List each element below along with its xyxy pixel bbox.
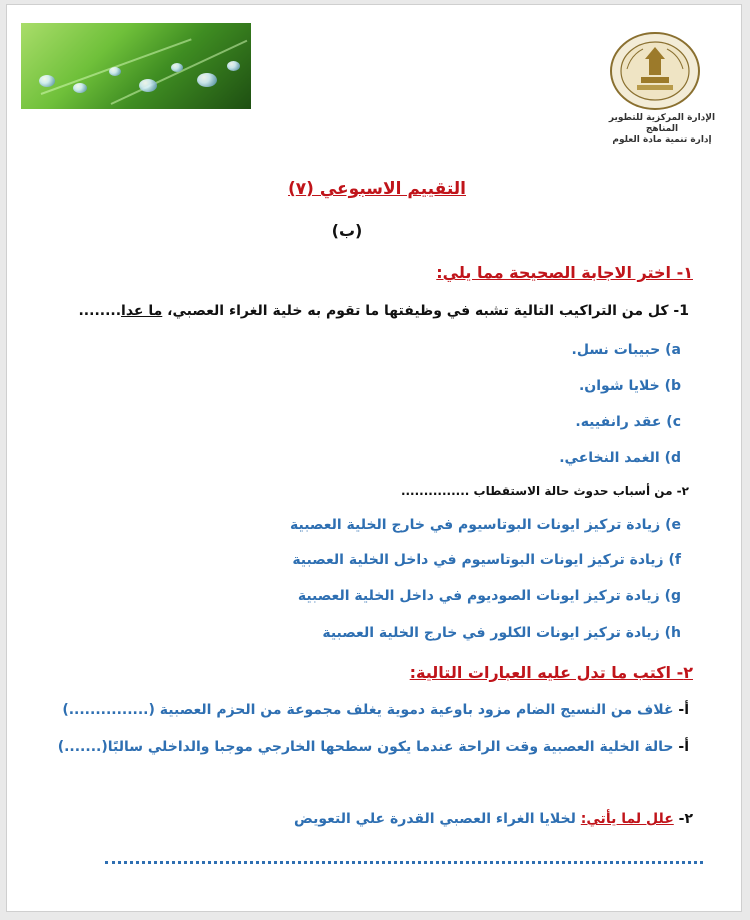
option-text: زيادة تركيز ايونات الكلور في خارج الخلية العصبية [322,625,660,641]
option-f[interactable] [292,552,681,568]
section3-question [294,811,693,827]
option-letter: e) [665,517,681,533]
leaf-water-drops-image [21,23,251,109]
question-1-dots: ........ [78,303,122,319]
question-1-except: ما عدا [121,303,163,319]
worksheet-page [6,4,742,912]
option-letter: a) [665,342,681,358]
section2-heading: ٢- اكتب ما تدل عليه العبارات التالية: [409,663,693,682]
section2-item-2 [58,739,689,755]
option-letter: d) [664,450,681,466]
item-text: حالة الخلية العصبية وقت الراحة عندما يكون سطحها الخارجي موجبا والداخلي سالبًا(.......) [57,739,674,755]
item-prefix: أ- [678,739,689,755]
option-e[interactable] [290,517,681,533]
option-g[interactable] [298,588,681,604]
option-text: خلايا شوان. [578,378,660,394]
question-2-text: ٢- من أسباب حدوث حالة الاستقطاب [473,484,689,498]
option-text: الغمد النخاعي. [559,450,660,466]
option-text: زيادة تركيز ايونات البوتاسيوم في خارج الخلية العصبية [289,517,661,533]
option-letter: f) [668,552,681,568]
option-text: زيادة تركيز ايونات البوتاسيوم في داخل الخلية العصبية [292,552,664,568]
logo-caption [595,113,729,146]
option-c[interactable] [575,414,681,430]
option-b[interactable] [579,378,681,394]
section3-label: علل لما يأتي: [580,811,674,827]
ministry-of-education-logo [607,29,703,113]
caption-line-1: الإدارة المركزية للتطوير المناهج [608,113,716,134]
question-1-text: 1- كل من التراكيب التالية تشبه في وظيفتها ما تقوم به خلية الغراء العصبي، [162,303,689,319]
question-1 [78,303,689,319]
section1-heading: ١- اختر الاجابة الصحيحة مما يلي: [436,263,693,282]
option-d[interactable] [559,450,681,466]
option-letter: b) [664,378,681,394]
option-h[interactable] [322,625,681,641]
section3-text: لخلايا الغراء العصبي القدرة علي التعويض [294,811,576,827]
page-title: التقييم الاسبوعي (٧) [288,179,466,199]
option-letter: c) [666,414,681,430]
version-label: (ب) [331,221,363,240]
option-letter: g) [664,588,681,604]
section3-number: ٢- [678,811,693,827]
option-a[interactable] [572,342,682,358]
question-2 [401,484,689,498]
answer-dotted-line[interactable] [105,861,703,864]
item-prefix: أ- [678,702,689,718]
question-2-dots: ............... [400,484,470,498]
option-letter: h) [664,625,681,641]
option-text: عقد رانفييه. [575,414,662,430]
item-text: غلاف من النسيج الضام مزود باوعية دموية يغلف مجموعة من الحزم العصبية (...............) [62,702,674,718]
section2-item-1 [62,702,689,718]
option-text: زيادة تركيز ايونات الصوديوم في داخل الخلية العصبية [297,588,660,604]
option-text: حبيبات نسل. [571,342,661,358]
caption-line-2: إدارة تنمية مادة العلوم [612,135,712,145]
